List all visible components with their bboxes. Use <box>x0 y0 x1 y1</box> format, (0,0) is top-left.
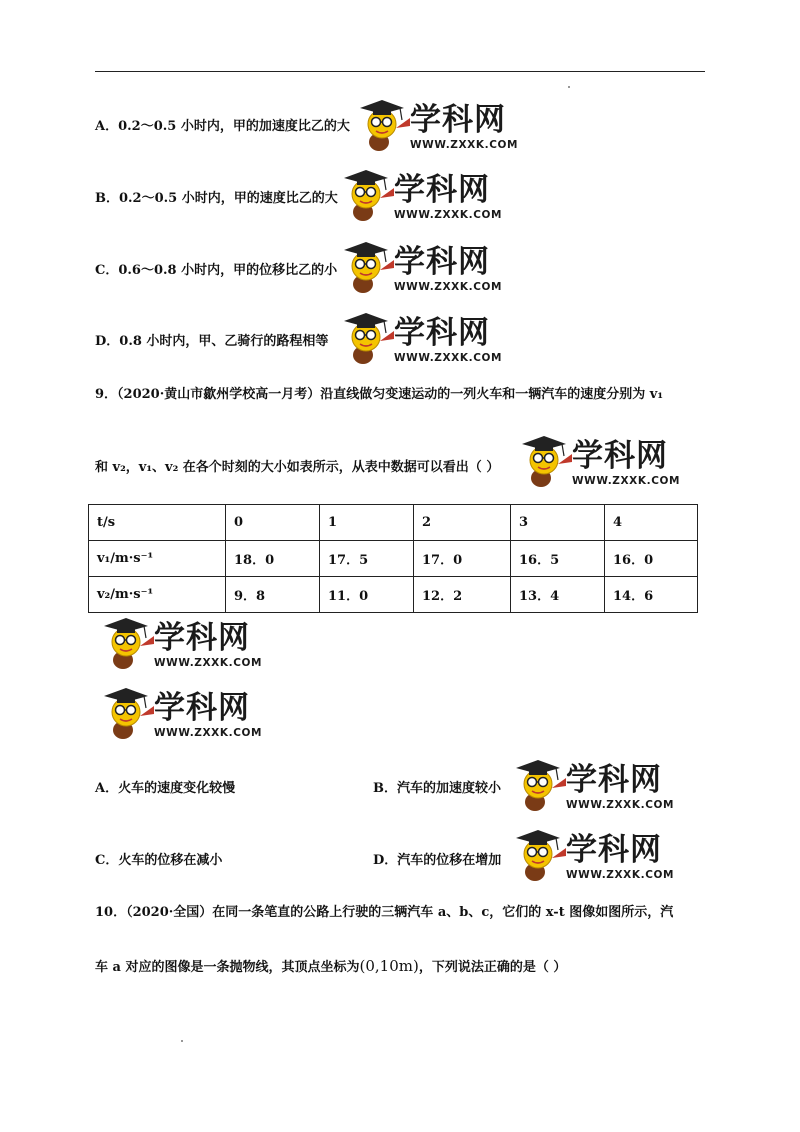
table-cell: 16．0 <box>605 541 698 577</box>
watermark-url: WWW.ZXXK.COM <box>394 352 503 364</box>
table-cell: 17．5 <box>320 541 414 577</box>
watermark-logo <box>514 432 682 490</box>
watermark-brand: 学科网 <box>566 762 662 798</box>
watermark-url: WWW.ZXXK.COM <box>154 657 263 669</box>
table-cell: 1 <box>320 505 414 541</box>
watermark-brand: 学科网 <box>410 102 506 138</box>
speck <box>568 86 570 88</box>
question-9-line-1: 9．（2020·黄山市歙州学校高一月考）沿直线做匀变速运动的一列火车和一辆汽车的速度分别为 v₁ <box>95 387 664 402</box>
table-cell: 13．4 <box>511 577 605 613</box>
q10-text-post: ，下列说法正确的是（ ） <box>418 960 567 975</box>
table-header-row <box>89 505 698 541</box>
mascot-graduation-cap-icon <box>360 100 410 151</box>
table-row <box>89 541 698 577</box>
watermark-brand: 学科网 <box>394 172 490 208</box>
velocity-table <box>88 504 698 613</box>
mascot-graduation-cap-icon <box>344 313 394 364</box>
watermark-brand: 学科网 <box>154 690 250 726</box>
q9-option-a: A．火车的速度变化较慢 <box>95 781 236 796</box>
table-cell: 14．6 <box>605 577 698 613</box>
watermark-url: WWW.ZXXK.COM <box>394 209 503 221</box>
mascot-graduation-cap-icon <box>522 436 572 487</box>
watermark-url: WWW.ZXXK.COM <box>572 475 681 487</box>
table-cell: 16．5 <box>511 541 605 577</box>
table-cell: v₂/m·s⁻¹ <box>89 577 226 613</box>
header-rule <box>95 71 705 72</box>
watermark-brand: 学科网 <box>154 620 250 656</box>
watermark-logo <box>352 96 520 154</box>
watermark-url: WWW.ZXXK.COM <box>566 869 675 881</box>
watermark-logo <box>336 309 504 367</box>
question-10-line-1: 10．（2020·全国）在同一条笔直的公路上行驶的三辆汽车 a、b、c，它们的 x-t 图像如图所示，汽 <box>95 905 674 920</box>
vertex-coordinate: (0,10m) <box>359 957 419 975</box>
table-cell: 9．8 <box>226 577 320 613</box>
watermark-logo <box>336 166 504 224</box>
watermark-url: WWW.ZXXK.COM <box>154 727 263 739</box>
option-a: A．0.2～0.5 小时内，甲的加速度比乙的大 <box>95 119 350 134</box>
table-cell: t/s <box>89 505 226 541</box>
table-cell: 2 <box>414 505 511 541</box>
table-cell: 4 <box>605 505 698 541</box>
question-9-line-2: 和 v₂，v₁、v₂ 在各个时刻的大小如表所示，从表中数据可以看出（ ） <box>95 460 500 475</box>
watermark-brand: 学科网 <box>572 438 668 474</box>
option-b: B．0.2～0.5 小时内，甲的速度比乙的大 <box>95 191 338 206</box>
watermark-url: WWW.ZXXK.COM <box>394 281 503 293</box>
table-cell: 18．0 <box>226 541 320 577</box>
table-cell: 0 <box>226 505 320 541</box>
table-row <box>89 577 698 613</box>
q9-option-c: C．火车的位移在减小 <box>95 853 223 868</box>
table-cell: 11．0 <box>320 577 414 613</box>
mascot-graduation-cap-icon <box>516 760 566 811</box>
watermark-logo <box>96 614 264 672</box>
option-d: D．0.8 小时内，甲、乙骑行的路程相等 <box>95 334 329 349</box>
mascot-graduation-cap-icon <box>344 170 394 221</box>
watermark-logo <box>96 684 264 742</box>
table-cell: 12．2 <box>414 577 511 613</box>
mascot-graduation-cap-icon <box>104 688 154 739</box>
watermark-url: WWW.ZXXK.COM <box>566 799 675 811</box>
option-c: C．0.6～0.8 小时内，甲的位移比乙的小 <box>95 263 338 278</box>
table-cell: 3 <box>511 505 605 541</box>
watermark-logo <box>508 826 676 884</box>
table-cell: 17．0 <box>414 541 511 577</box>
watermark-brand: 学科网 <box>394 244 490 280</box>
watermark-logo <box>508 756 676 814</box>
watermark-brand: 学科网 <box>566 832 662 868</box>
watermark-logo <box>336 238 504 296</box>
speck <box>181 1040 183 1042</box>
mascot-graduation-cap-icon <box>104 618 154 669</box>
mascot-graduation-cap-icon <box>516 830 566 881</box>
q10-text-pre: 车 a 对应的图像是一条抛物线，其顶点坐标为 <box>95 960 360 975</box>
watermark-brand: 学科网 <box>394 315 490 351</box>
q9-option-d: D．汽车的位移在增加 <box>373 853 502 868</box>
question-10-line-2 <box>95 957 566 977</box>
table-cell: v₁/m·s⁻¹ <box>89 541 226 577</box>
q9-option-b: B．汽车的加速度较小 <box>373 781 501 796</box>
mascot-graduation-cap-icon <box>344 242 394 293</box>
watermark-url: WWW.ZXXK.COM <box>410 139 519 151</box>
